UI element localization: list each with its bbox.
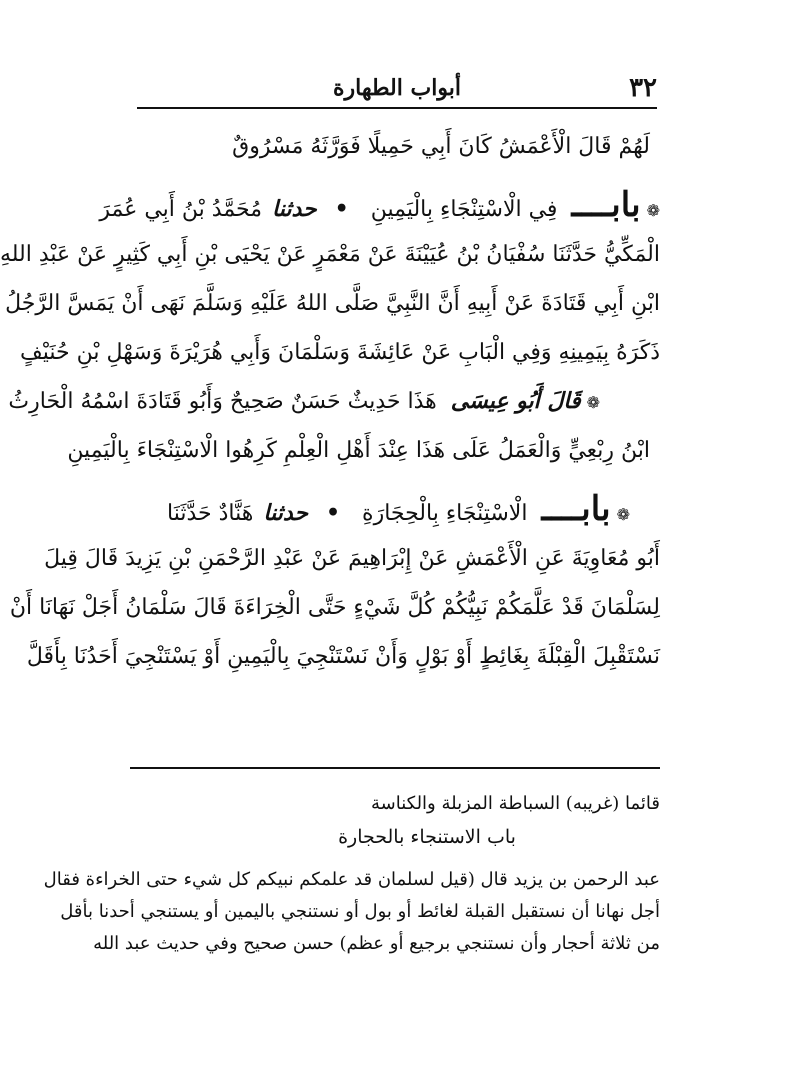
chapter-label: بابــــ: [571, 185, 641, 225]
main-text: [0, 122, 660, 681]
footnote-line: من ثلاثة أحجار وأن نستنجي برجيع أو عظم) حسن صحيح وفي حديث عبد الله: [93, 933, 660, 954]
spacer: [134, 475, 660, 485]
spacer: [134, 171, 660, 181]
text-line: أَبُو مُعَاوِيَةَ عَنِ الْأَعْمَشِ عَنْ إِبْرَاهِيمَ عَنْ عَبْدِ الرَّحْمَنِ بْنِ يَزِيدَ قَالَ قِيلَ: [44, 546, 660, 571]
haddathana-abbrev: حدثنا: [263, 500, 308, 526]
narrator-text: هَنَّادٌ حَدَّثَنَا: [167, 501, 254, 526]
flower-ornament-icon: ❁: [616, 505, 630, 524]
flower-ornament-icon: ❁: [586, 393, 600, 412]
header-divider: [137, 107, 657, 109]
chapter-label: بابــــ: [541, 489, 611, 529]
narrator-text: مُحَمَّدُ بْنُ أَبِي عُمَرَ: [99, 197, 263, 222]
text-line: الْمَكِّيُّ حَدَّثَنَا سُفْيَانُ بْنُ عُيَيْنَةَ عَنْ مَعْمَرٍ عَنْ يَحْيَى بْنِ أَبِي كَثِيرٍ عَنْ عَبْدِ اللهِ: [0, 242, 660, 267]
flower-ornament-icon: ❁: [646, 201, 660, 220]
spacer: [134, 854, 660, 864]
text-line: ابْنِ أَبِي قَتَادَةَ عَنْ أَبِيهِ أَنَّ النَّبِيَّ صَلَّى اللهُ عَلَيْهِ وَسَلَّمَ نَهَى أَنْ يَمَسَّ الرَّجُلُ: [5, 291, 660, 316]
page-header: [137, 72, 657, 104]
text-line: ابْنُ رِبْعِيٍّ وَالْعَمَلُ عَلَى هَذَا عِنْدَ أَهْلِ الْعِلْمِ كَرِهُوا الْاسْتِنْجَاءَ بِالْيَمِينِ: [67, 438, 650, 463]
text-line: نَسْتَقْبِلَ الْقِبْلَةَ بِغَائِطٍ أَوْ بَوْلٍ وَأَنْ نَسْتَنْجِيَ بِالْيَمِينِ أَوْ يَسْتَنْجِيَ أَحَدُنَا بِأَقَلَّ: [26, 644, 660, 669]
chapter-heading-istinja-yamin: [99, 181, 660, 230]
footnotes: [43, 788, 660, 960]
separator-dot: •: [325, 500, 341, 526]
chapter-heading-istinja-hijara: [134, 485, 660, 534]
abu-isa-comment: [8, 377, 660, 426]
running-title: أبواب الطهارة: [333, 75, 461, 101]
grading-text: هَذَا حَدِيثٌ حَسَنٌ صَحِيحٌ وَأَبُو قَتَادَةَ اسْمُهُ الْحَارِثُ: [8, 389, 437, 414]
footnote-line: عبد الرحمن بن يزيد قال (قيل لسلمان قد علمكم نبيكم كل شيء حتى الخراءة فقال: [43, 869, 660, 890]
chapter-title: فِي الْاسْتِنْجَاءِ بِالْيَمِينِ: [370, 197, 558, 222]
footnote-line: أجل نهانا أن نستقبل القبلة لغائط أو بول أو نستنجي باليمين أو يستنجي أحدنا بأقل: [60, 901, 660, 922]
separator-dot: •: [334, 196, 349, 222]
page-number: ٣٢: [629, 73, 657, 103]
text-line: لِسَلْمَانَ قَدْ عَلَّمَكُمْ نَبِيُّكُمْ كُلَّ شَيْءٍ حَتَّى الْخِرَاءَةَ قَالَ سَلْمَانُ أَجَلْ نَهَانَا أَنْ: [9, 595, 660, 620]
text-line: ذَكَرَهُ بِيَمِينِهِ وَفِي الْبَابِ عَنْ عَائِشَةَ وَسَلْمَانَ وَأَبِي هُرَيْرَةَ وَسَهْلِ بْنِ حُنَيْفٍ: [19, 340, 660, 365]
footnote-line: قائما (غريبه) السباطة المزبلة والكناسة: [370, 793, 660, 814]
footnote-heading: باب الاستنجاء بالحجارة: [338, 826, 516, 848]
qala-abu-isa: قَالَ أَبُو عِيسَى: [450, 388, 581, 414]
footnote-divider: [130, 767, 660, 769]
text-line: لَهُمْ قَالَ الْأَعْمَشُ كَانَ أَبِي حَمِيلًا فَوَرَّثَهُ مَسْرُوقٌ: [232, 134, 650, 159]
haddathana-abbrev: حدثنا: [272, 196, 317, 222]
chapter-title: الْاسْتِنْجَاءِ بِالْحِجَارَةِ: [362, 501, 528, 526]
